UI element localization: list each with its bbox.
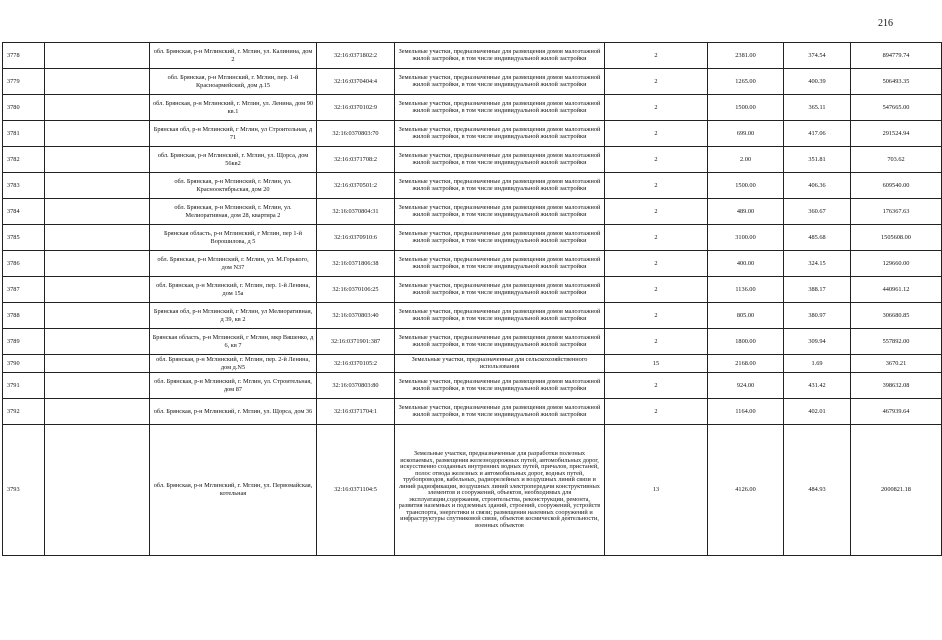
group-cell: 15: [605, 355, 708, 373]
spacer-cell: [45, 173, 150, 199]
cadastral-number-cell: 32:16:0370803:70: [317, 121, 395, 147]
land-purpose-cell: Земельные участки, предназначенные для размещения домов малоэтажной жилой застройки, в том числе индивидуальной жилой застройки: [395, 147, 605, 173]
group-cell: 2: [605, 199, 708, 225]
specific-value-cell: 402.01: [784, 399, 851, 425]
cadastral-number-cell: 32:16:0370804:31: [317, 199, 395, 225]
cadastral-number-cell: 32:16:0371802:2: [317, 43, 395, 69]
specific-value-cell: 365.11: [784, 95, 851, 121]
group-cell: 2: [605, 329, 708, 355]
specific-value-cell: 388.17: [784, 277, 851, 303]
area-cell: 1800.00: [708, 329, 784, 355]
area-cell: 699.00: [708, 121, 784, 147]
cadastral-number-cell: 32:16:0370106:25: [317, 277, 395, 303]
cadastral-value-cell: 1505608.00: [851, 225, 942, 251]
table-row: [3, 95, 942, 121]
cadastral-number-cell: 32:16:0370404:4: [317, 69, 395, 95]
record-number: 3791: [3, 373, 45, 399]
specific-value-cell: 380.97: [784, 303, 851, 329]
land-registry-table: [2, 42, 942, 556]
specific-value-cell: 309.94: [784, 329, 851, 355]
cadastral-number-cell: 32:16:0371704:1: [317, 399, 395, 425]
record-number: 3792: [3, 399, 45, 425]
specific-value-cell: 484.93: [784, 425, 851, 556]
spacer-cell: [45, 199, 150, 225]
address-cell: Брянская область, р-н Мглинский, г Мглин, мкр Вяшенко, д 6, кв 7: [150, 329, 317, 355]
table-row: [3, 329, 942, 355]
address-cell: обл. Брянская, р-н Мглинский, г. Мглин, пер. 1-й Красноармейский, дом д.15: [150, 69, 317, 95]
cadastral-number-cell: 32:16:0371708:2: [317, 147, 395, 173]
spacer-cell: [45, 225, 150, 251]
area-cell: 2381.00: [708, 43, 784, 69]
specific-value-cell: 324.15: [784, 251, 851, 277]
area-cell: 400.00: [708, 251, 784, 277]
land-purpose-cell: Земельные участки, предназначенные для размещения домов малоэтажной жилой застройки, в том числе индивидуальной жилой застройки: [395, 373, 605, 399]
spacer-cell: [45, 329, 150, 355]
cadastral-value-cell: 547665.00: [851, 95, 942, 121]
record-number: 3781: [3, 121, 45, 147]
address-cell: обл. Брянская, р-н Мглинский, г. Мглин, ул. Первомайская, котельная: [150, 425, 317, 556]
address-cell: обл. Брянская, р-н Мглинский, г. Мглин, ул. М.Горького, дом N37: [150, 251, 317, 277]
area-cell: 1500.00: [708, 173, 784, 199]
table-row: [3, 69, 942, 95]
spacer-cell: [45, 69, 150, 95]
land-purpose-cell: Земельные участки, предназначенные для размещения домов малоэтажной жилой застройки, в том числе индивидуальной жилой застройки: [395, 95, 605, 121]
cadastral-value-cell: 557892.00: [851, 329, 942, 355]
group-cell: 2: [605, 277, 708, 303]
cadastral-number-cell: 32:16:0371104:5: [317, 425, 395, 556]
land-purpose-cell: Земельные участки, предназначенные для размещения домов малоэтажной жилой застройки, в том числе индивидуальной жилой застройки: [395, 199, 605, 225]
cadastral-value-cell: 440961.12: [851, 277, 942, 303]
address-cell: обл. Брянская, р-н Мглинский, г. Мглин, ул. Щорса, дом 36: [150, 399, 317, 425]
cadastral-number-cell: 32:16:0371806:38: [317, 251, 395, 277]
cadastral-number-cell: 32:16:0370501:2: [317, 173, 395, 199]
table-row: [3, 399, 942, 425]
cadastral-value-cell: 467939.64: [851, 399, 942, 425]
land-purpose-cell: Земельные участки, предназначенные для размещения домов малоэтажной жилой застройки, в том числе индивидуальной жилой застройки: [395, 121, 605, 147]
specific-value-cell: 417.06: [784, 121, 851, 147]
spacer-cell: [45, 425, 150, 556]
cadastral-number-cell: 32:16:0370102:9: [317, 95, 395, 121]
group-cell: 2: [605, 69, 708, 95]
area-cell: 1500.00: [708, 95, 784, 121]
cadastral-value-cell: 306680.85: [851, 303, 942, 329]
land-purpose-cell: Земельные участки, предназначенные для размещения домов малоэтажной жилой застройки, в том числе индивидуальной жилой застройки: [395, 225, 605, 251]
spacer-cell: [45, 399, 150, 425]
area-cell: 924.00: [708, 373, 784, 399]
area-cell: 489.00: [708, 199, 784, 225]
record-number: 3785: [3, 225, 45, 251]
group-cell: 2: [605, 43, 708, 69]
land-purpose-cell: Земельные участки, предназначенные для размещения домов малоэтажной жилой застройки, в том числе индивидуальной жилой застройки: [395, 251, 605, 277]
group-cell: 2: [605, 173, 708, 199]
record-number: 3789: [3, 329, 45, 355]
cadastral-value-cell: 609540.00: [851, 173, 942, 199]
land-purpose-cell: Земельные участки, предназначенные для размещения домов малоэтажной жилой застройки, в том числе индивидуальной жилой застройки: [395, 173, 605, 199]
record-number: 3778: [3, 43, 45, 69]
address-cell: Брянская обл, р-н Мглинский, г Мглин, ул Мелиоративная, д 39, кв 2: [150, 303, 317, 329]
group-cell: 2: [605, 373, 708, 399]
record-number: 3779: [3, 69, 45, 95]
group-cell: 13: [605, 425, 708, 556]
area-cell: 3100.00: [708, 225, 784, 251]
area-cell: 1265.00: [708, 69, 784, 95]
address-cell: Брянская обл, р-н Мглинский, г Мглин, ул Строительная, д 71: [150, 121, 317, 147]
cadastral-value-cell: 129660.00: [851, 251, 942, 277]
cadastral-value-cell: 176367.63: [851, 199, 942, 225]
table-row: [3, 373, 942, 399]
specific-value-cell: 431.42: [784, 373, 851, 399]
address-cell: обл. Брянская, р-н Мглинский, г. Мглин, ул. Калинина, дом 2: [150, 43, 317, 69]
area-cell: 1136.00: [708, 277, 784, 303]
spacer-cell: [45, 251, 150, 277]
page-number: 216: [878, 18, 893, 29]
cadastral-number-cell: 32:16:0370803:40: [317, 303, 395, 329]
specific-value-cell: 351.81: [784, 147, 851, 173]
specific-value-cell: 400.39: [784, 69, 851, 95]
specific-value-cell: 485.68: [784, 225, 851, 251]
land-purpose-cell: Земельные участки, предназначенные для размещения домов малоэтажной жилой застройки, в том числе индивидуальной жилой застройки: [395, 69, 605, 95]
record-number: 3788: [3, 303, 45, 329]
table-row: [3, 173, 942, 199]
land-purpose-cell: Земельные участки, предназначенные для разработки полезных ископаемых, размещения железнодорожных путей, автомобильных дорог, искусственно созданных внутренних водных путей, причалов, пристаней, полос отвода железных и автомобильных дорог, водных путей, трубопроводов, кабельных, радиорелейных и воздушных линий связи и линий радиофикации, воздушных линий электропередачи конструктивных элементов и сооружений, объектов, необходимых для эксплуатации,содержания, строительства, реконструкции, ремонта, развития наземных и подземных зданий, строений, сооружений, устройств транспорта, энергетики и связи; размещения наземных сооружений и инфраструктуры спутниковой связи, объектов космической деятельности, военных объектов: [395, 425, 605, 556]
table-row: [3, 425, 942, 556]
spacer-cell: [45, 373, 150, 399]
specific-value-cell: 360.67: [784, 199, 851, 225]
table-row: [3, 303, 942, 329]
address-cell: обл. Брянская, р-н Мглинский, г. Мглин, ул. Щорса, дом 56кв2: [150, 147, 317, 173]
area-cell: 2168.00: [708, 355, 784, 373]
cadastral-number-cell: 32:16:0370910:6: [317, 225, 395, 251]
address-cell: обл. Брянская, р-н Мглинский, г. Мглин, ул. Краснооктябрьская, дом 20: [150, 173, 317, 199]
record-number: 3782: [3, 147, 45, 173]
area-cell: 805.00: [708, 303, 784, 329]
record-number: 3780: [3, 95, 45, 121]
record-number: 3790: [3, 355, 45, 373]
table-row: [3, 277, 942, 303]
spacer-cell: [45, 277, 150, 303]
cadastral-value-cell: 398632.08: [851, 373, 942, 399]
table-row: [3, 43, 942, 69]
cadastral-value-cell: 291524.94: [851, 121, 942, 147]
address-cell: Брянская область, р-н Мглинский, г Мглин, пер 1-й Ворошилова, д 5: [150, 225, 317, 251]
address-cell: обл. Брянская, р-н Мглинский, г. Мглин, пер. 2-й Ленина, дом д.N5: [150, 355, 317, 373]
table-row: [3, 225, 942, 251]
land-purpose-cell: Земельные участки, предназначенные для размещения домов малоэтажной жилой застройки, в том числе индивидуальной жилой застройки: [395, 329, 605, 355]
spacer-cell: [45, 355, 150, 373]
record-number: 3784: [3, 199, 45, 225]
land-purpose-cell: Земельные участки, предназначенные для сельскохозяйственного использования: [395, 355, 605, 373]
table-row: [3, 121, 942, 147]
specific-value-cell: 406.36: [784, 173, 851, 199]
record-number: 3783: [3, 173, 45, 199]
record-number: 3787: [3, 277, 45, 303]
group-cell: 2: [605, 251, 708, 277]
spacer-cell: [45, 303, 150, 329]
cadastral-value-cell: 506493.35: [851, 69, 942, 95]
table-row: [3, 199, 942, 225]
area-cell: 4126.00: [708, 425, 784, 556]
spacer-cell: [45, 121, 150, 147]
land-purpose-cell: Земельные участки, предназначенные для размещения домов малоэтажной жилой застройки, в том числе индивидуальной жилой застройки: [395, 43, 605, 69]
land-purpose-cell: Земельные участки, предназначенные для размещения домов малоэтажной жилой застройки, в том числе индивидуальной жилой застройки: [395, 277, 605, 303]
specific-value-cell: 1.69: [784, 355, 851, 373]
land-purpose-cell: Земельные участки, предназначенные для размещения домов малоэтажной жилой застройки, в том числе индивидуальной жилой застройки: [395, 399, 605, 425]
address-cell: обл. Брянская, р-н Мглинский, г. Мглин, ул. Строительная, дом 87: [150, 373, 317, 399]
cadastral-value-cell: 703.62: [851, 147, 942, 173]
address-cell: обл. Брянская, р-н Мглинский, г. Мглин, пер. 1-й Ленина, дом 15а: [150, 277, 317, 303]
group-cell: 2: [605, 147, 708, 173]
spacer-cell: [45, 43, 150, 69]
land-purpose-cell: Земельные участки, предназначенные для размещения домов малоэтажной жилой застройки, в том числе индивидуальной жилой застройки: [395, 303, 605, 329]
spacer-cell: [45, 95, 150, 121]
address-cell: обл. Брянская, р-н Мглинский, г. Мглин, ул. Ленина, дом 90 кв.1: [150, 95, 317, 121]
table-body: [3, 43, 942, 556]
table-row: [3, 355, 942, 373]
group-cell: 2: [605, 95, 708, 121]
address-cell: обл. Брянская, р-н Мглинский, г. Мглин, ул. Мелиоративная, дом 28, квартира 2: [150, 199, 317, 225]
cadastral-value-cell: 894779.74: [851, 43, 942, 69]
record-number: 3786: [3, 251, 45, 277]
record-number: 3793: [3, 425, 45, 556]
cadastral-number-cell: 32:16:0370803:80: [317, 373, 395, 399]
group-cell: 2: [605, 399, 708, 425]
specific-value-cell: 374.54: [784, 43, 851, 69]
cadastral-value-cell: 3670.21: [851, 355, 942, 373]
group-cell: 2: [605, 121, 708, 147]
group-cell: 2: [605, 303, 708, 329]
cadastral-value-cell: 2000821.18: [851, 425, 942, 556]
area-cell: 1164.00: [708, 399, 784, 425]
table-row: [3, 251, 942, 277]
area-cell: 2.00: [708, 147, 784, 173]
cadastral-number-cell: 32:16:0371901:387: [317, 329, 395, 355]
group-cell: 2: [605, 225, 708, 251]
table-row: [3, 147, 942, 173]
cadastral-number-cell: 32:16:0370105:2: [317, 355, 395, 373]
spacer-cell: [45, 147, 150, 173]
